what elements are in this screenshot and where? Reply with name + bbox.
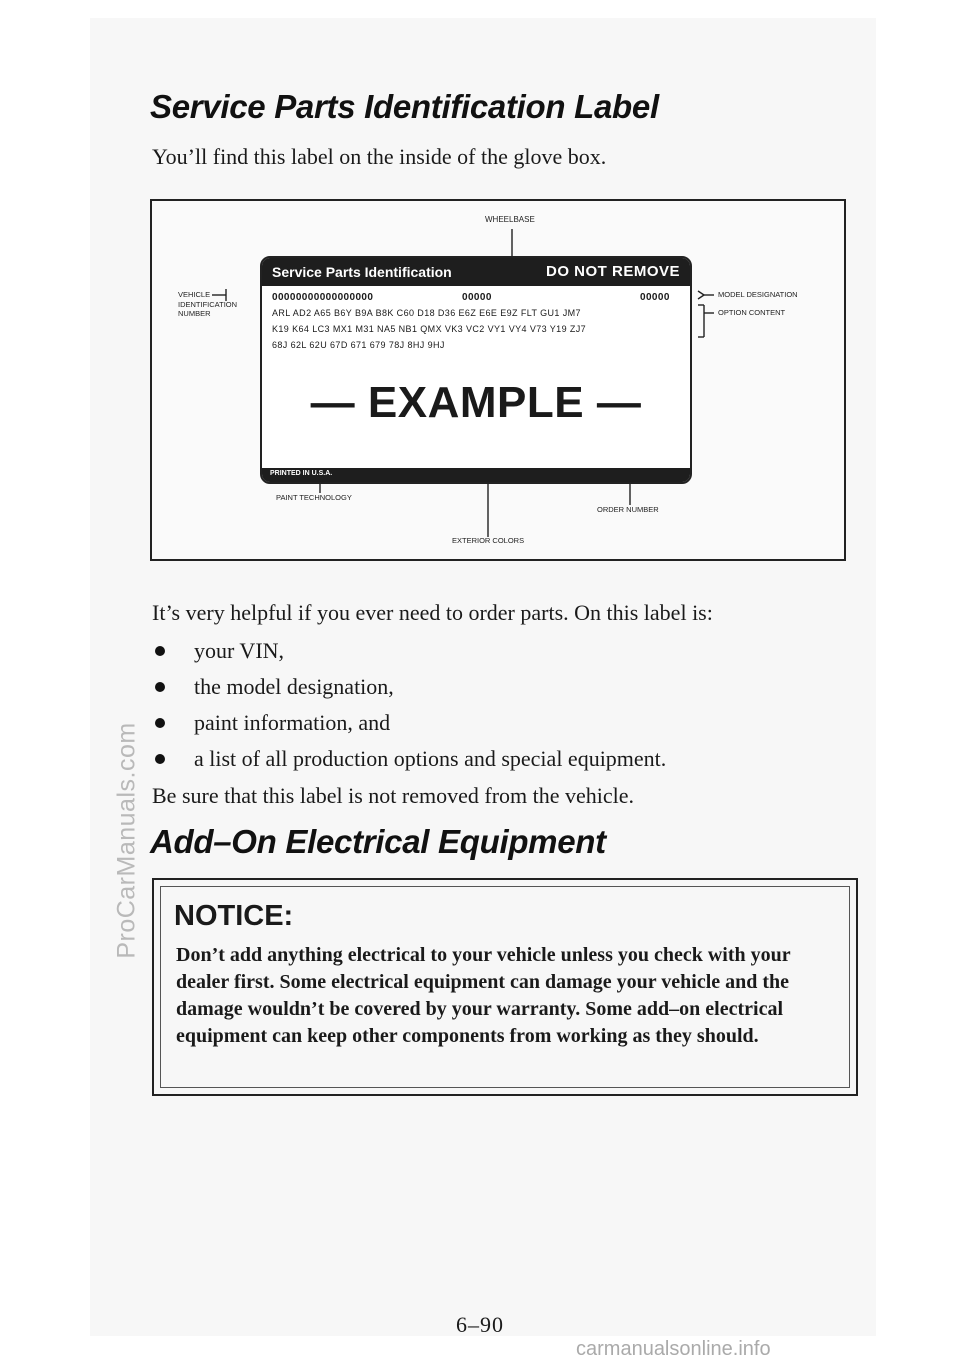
list-item-text: paint information, and: [194, 710, 391, 735]
label-header-title: Service Parts Identification: [272, 264, 452, 280]
list-item: [152, 742, 666, 778]
section-title-service-parts: Service Parts Identification Label: [150, 88, 659, 125]
service-parts-label-figure: [150, 199, 846, 561]
label-option-row-1: ARL AD2 A65 B6Y B9A B8K C60 D18 D36 E6Z E6E E9Z FLT GU1 JM7: [272, 308, 581, 318]
parts-label-card: [260, 256, 692, 484]
label-contents-list: [152, 634, 666, 778]
bullet-icon: [155, 754, 165, 764]
list-item-text: your VIN,: [194, 638, 285, 663]
callout-model-designation: MODEL DESIGNATION: [718, 290, 798, 299]
page-number: 6–90: [456, 1312, 504, 1337]
bullet-icon: [155, 718, 165, 728]
label-model-code: 00000: [640, 292, 670, 303]
section-title-add-on-electrical: Add–On Electrical Equipment: [150, 823, 606, 860]
list-item-text: the model designation,: [194, 674, 394, 699]
side-watermark-text: ProCarManuals.com: [112, 721, 141, 959]
callout-vehicle: VEHICLE: [178, 290, 211, 299]
callout-identification: IDENTIFICATION: [178, 300, 238, 309]
label-option-row-3: 68J 62L 62U 67D 671 679 78J 8HJ 9HJ: [272, 340, 445, 350]
side-watermark: [112, 560, 142, 1120]
callout-wheelbase: WHEELBASE: [485, 215, 535, 224]
label-example-mark: — EXAMPLE —: [310, 378, 642, 427]
list-item: [152, 634, 666, 670]
label-option-row-2: K19 K64 LC3 MX1 M31 NA5 NB1 QMX VK3 VC2 VY1 VY4 V73 Y19 ZJ7: [272, 324, 587, 334]
bullet-icon: [155, 646, 165, 656]
callout-order-number: ORDER NUMBER: [597, 505, 659, 514]
callout-number: NUMBER: [178, 309, 211, 318]
label-wheelbase-code: 00000: [462, 292, 492, 303]
list-item: [152, 706, 666, 742]
notice-text: Don’t add anything electrical to your vehicle unless you check with your dealer first. Some electrical equipment can damage your vehicle and the damage wouldn’t be covered by your warranty. Some add–on electrical equipment can keep other components from working as they should.: [176, 944, 791, 1047]
notice-box: [152, 878, 858, 1096]
label-footer: [262, 468, 690, 482]
list-item-text: a list of all production options and special equipment.: [194, 746, 667, 771]
list-item: [152, 670, 666, 706]
closing-paragraph: Be sure that this label is not removed from the vehicle.: [152, 783, 635, 808]
intro-text: You’ll find this label on the inside of the glove box.: [152, 144, 607, 169]
label-header-warning: DO NOT REMOVE: [545, 263, 680, 280]
bullet-icon: [155, 682, 165, 692]
callout-option-content: OPTION CONTENT: [718, 308, 786, 317]
label-header: [262, 258, 690, 286]
notice-heading: NOTICE:: [174, 900, 294, 932]
callout-exterior-colors: EXTERIOR COLORS: [452, 536, 525, 545]
label-vin-code: 00000000000000000: [272, 292, 374, 303]
lead-paragraph: It’s very helpful if you ever need to order parts. On this label is:: [152, 600, 713, 625]
bottom-watermark: carmanualsonline.info: [576, 1338, 771, 1360]
label-footer-text: PRINTED IN U.S.A.: [270, 470, 333, 477]
callout-paint-technology: PAINT TECHNOLOGY: [276, 493, 352, 502]
